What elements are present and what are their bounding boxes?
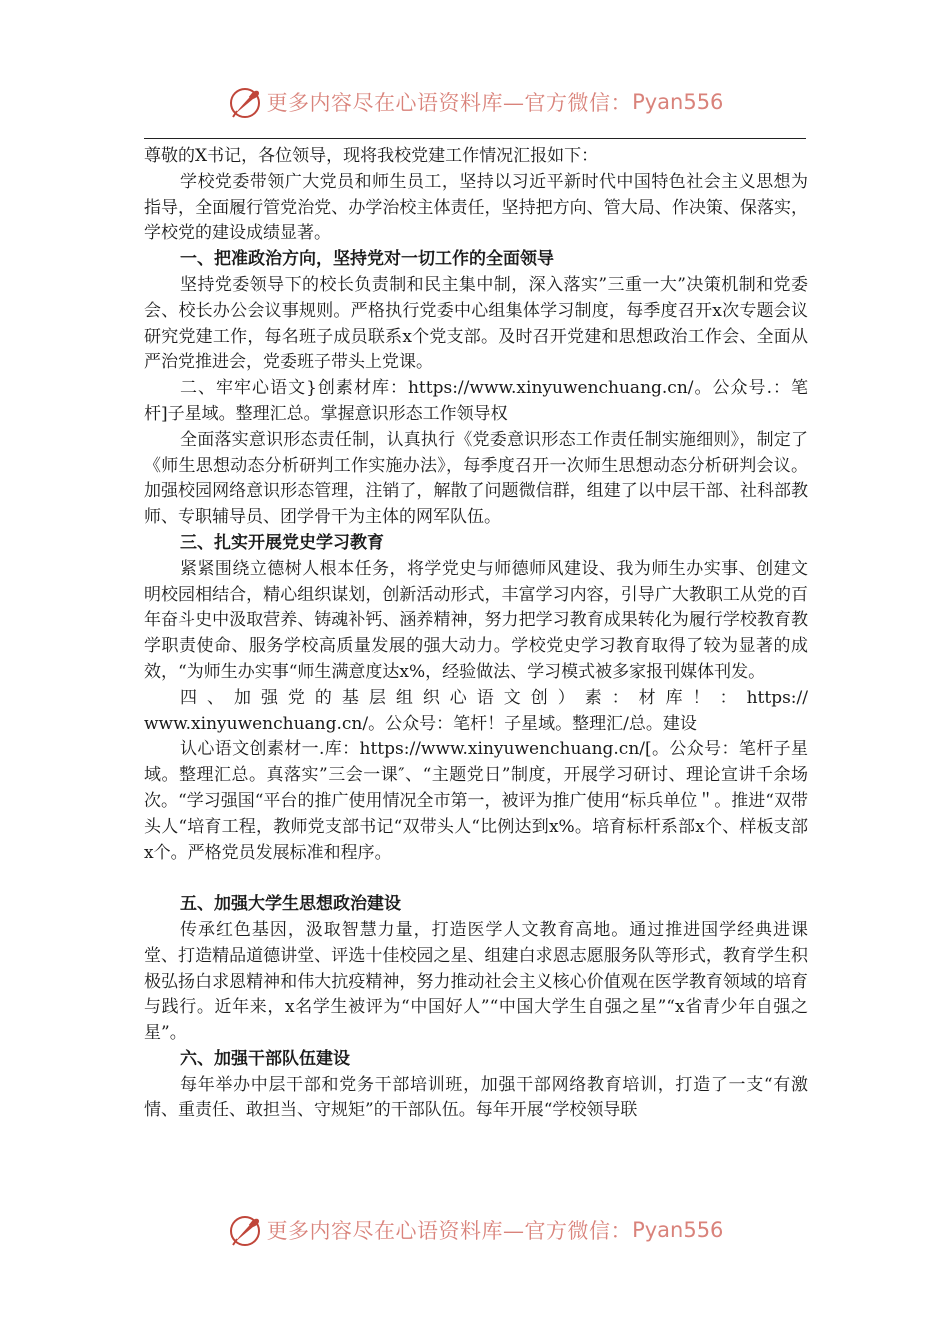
- section-3-title: 三、扎实开展党史学习教育: [180, 532, 384, 553]
- section-6-title: 六、加强干部队伍建设: [180, 1048, 350, 1069]
- intro-paragraph: 学校党委带领广大党员和师生员工，坚持以习近平新时代中国特色社会主义思想为指导，全面履行管党治党、办学治校主体责任，坚持把方向、管大局、作决策、保落实，学校党的建设成绩显著。: [144, 171, 808, 244]
- section-4-body: 认心语文创素材一.库：https://www.xinyuwenchuang.cn/[。公众号：笔杆子星域。整理汇总。真落实”三会一课″、“主题党日”制度，开展学习研讨、理论宣讲千余场次。“学习强国“平台的推广使用情况全市第一，被评为推广使用“标兵单位＂。推进“双带头人“培育工程，教师党支部书记“双带头人“比例达到x%。培育标杆系部x个、样板支部x个。严格党员发展标准和程序。: [144, 739, 808, 863]
- header-rule: [144, 138, 806, 139]
- section-1-title: 一、把准政治方向，坚持党对一切工作的全面领导: [180, 249, 554, 270]
- header-banner: [0, 82, 950, 122]
- banner-text: 更多内容尽在心语资料库—官方微信：: [266, 1219, 633, 1243]
- quill-pen-logo-icon: [227, 84, 263, 120]
- section-2-body: 全面落实意识形态责任制，认真执行《党委意识形态工作责任制实施细则》，制定了《师生思想动态分析研判工作实施办法》，每季度召开一次师生思想动态分析研判会议。加强校园网络意识形态管理，注销了，解散了问题微信群，组建了以中层干部、社科部教师、专职辅导员、团学骨干为主体的网军队伍。: [144, 429, 808, 528]
- footer-banner: [0, 1210, 950, 1250]
- section-3-body: 紧紧围绕立德树人根本任务，将学党史与师德师风建设、我为师生办实事、创建文明校园相结合，精心组织谋划，创新活动形式，丰富学习内容，引导广大教职工从党的百年奋斗史中汲取营养、铸魂补钙、涵养精神，努力把学习教育成果转化为履行学校教育教学职责使命、服务学校高质量发展的强大动力。学校党史学习教育取得了较为显著的成效，“为师生办实事“师生满意度达x%，经验做法、学习模式被多家报刊媒体刊发。: [144, 558, 808, 682]
- section-6-body: 每年举办中层干部和党务干部培训班，加强干部网络教育培训，打造了一支“有激情、重责任、敢担当、守规矩”的干部队伍。每年开展“学校领导联: [144, 1074, 808, 1121]
- blank-line: [144, 866, 808, 892]
- section-4-title-line-1: 四、加强党的基层组织心语文创）素：材库！：https://: [180, 687, 808, 708]
- greeting: 尊敬的X书记，各位领导，现将我校党建工作情况汇报如下：: [144, 146, 599, 166]
- section-5-title: 五、加强大学生思想政治建设: [180, 894, 401, 915]
- section-5-body: 传承红色基因，汲取智慧力量，打造医学人文教育高地。通过推进国学经典进课堂、打造精品道德讲堂、评选十佳校园之星、组建白求恩志愿服务队等形式，教育学生积极弘扬白求恩精神和伟大抗疫精神，努力推动社会主义核心价值观在医学教育领域的培育与践行。近年来，x名学生被评为“中国好人”“中国大学生自强之星”“x省青少年自强之星”。: [144, 919, 808, 1044]
- banner-wechat-id: Pyan556: [632, 1218, 724, 1242]
- banner-text: 更多内容尽在心语资料库—官方微信：: [266, 91, 633, 115]
- document-body: [144, 144, 808, 1124]
- quill-pen-logo-icon: [227, 1212, 263, 1248]
- section-2-title: 二、牢牢心语文}创素材库：https://www.xinyuwenchuang.cn/。公众号.：笔杆]子星域。整理汇总。掌握意识形态工作领导权: [144, 378, 808, 424]
- section-4-title-line-2: www.xinyuwenchuang.cn/。公众号：笔杆！子星域。整理汇/总。建设: [144, 713, 697, 734]
- banner-wechat-id: Pyan556: [632, 90, 724, 114]
- section-1-body: 坚持党委领导下的校长负责制和民主集中制，深入落实”三重一大”决策机制和党委会、校长办公会议事规则。严格执行党委中心组集体学习制度，每季度召开x次专题会议研究党建工作，每名班子成员联系x个党支部。及时召开党建和思想政治工作会、全面从严治党推进会，党委班子带头上党课。: [144, 274, 808, 373]
